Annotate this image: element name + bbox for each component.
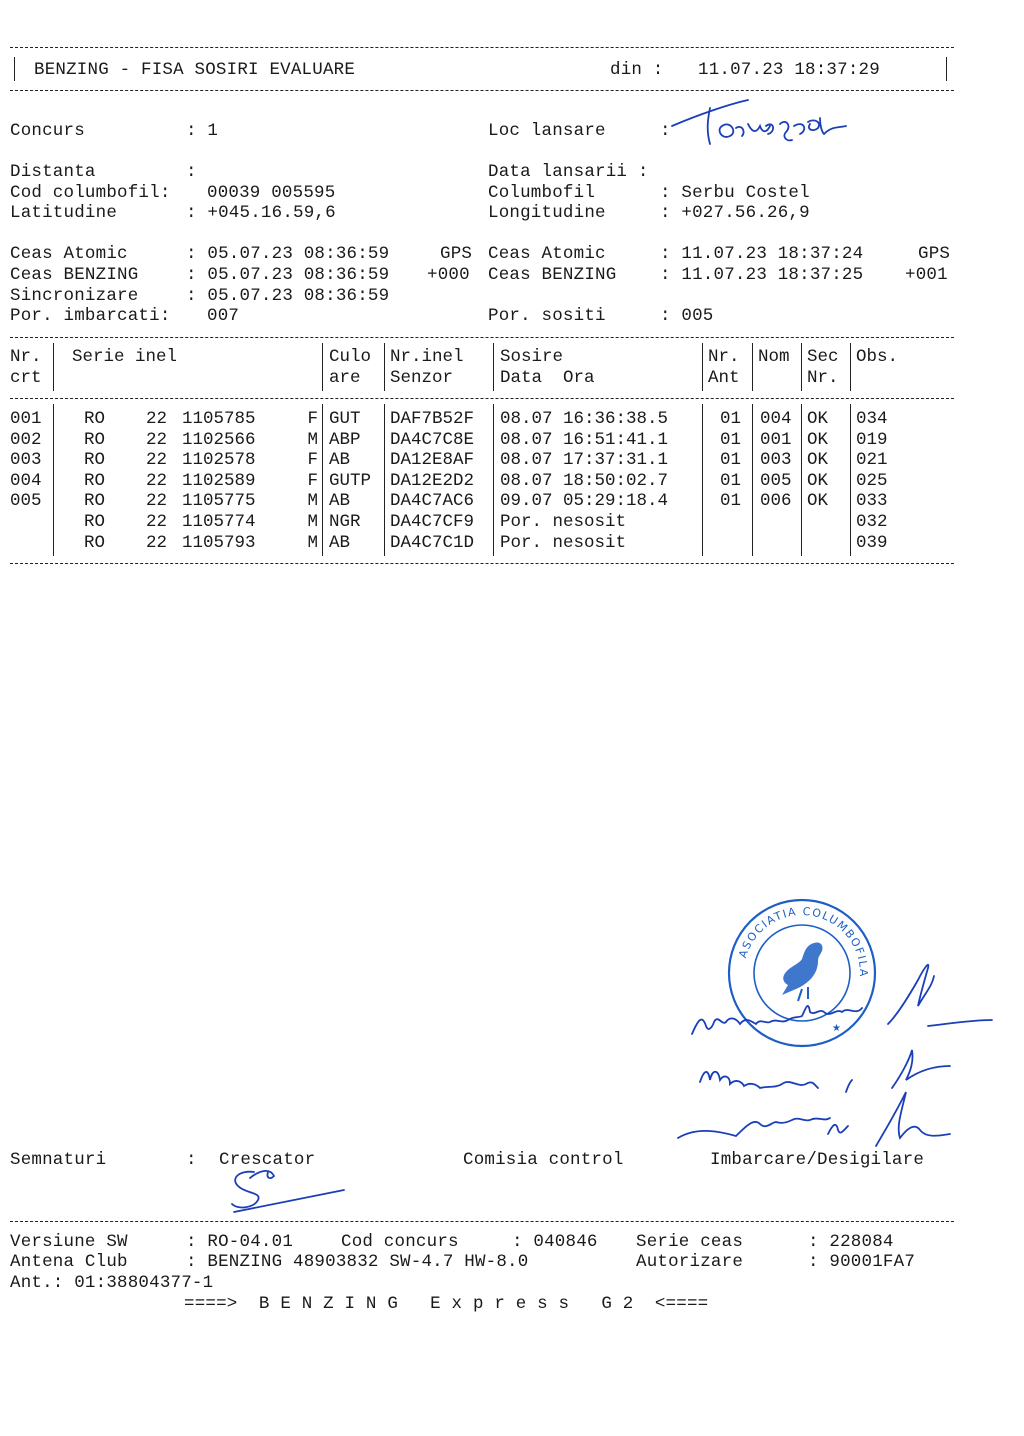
cell-sex: M (307, 512, 318, 532)
col-sep (850, 404, 851, 556)
cell-arrival: 08.07 16:36:38.5 (500, 409, 669, 429)
col-header-nrinel: Nr.inel (390, 347, 464, 367)
semnaturi-colon: : (186, 1150, 197, 1170)
col-sep (801, 343, 802, 391)
ceas-atomic-start-value: : 05.07.23 08:36:59 (186, 244, 390, 264)
col-header-sec: Sec (807, 347, 839, 367)
ceas-atomic-start-suffix: GPS (440, 244, 473, 264)
table-header-rule (10, 398, 954, 399)
cell-arrival: Por. nesosit (500, 512, 627, 532)
concurs-value: : 1 (186, 121, 219, 141)
report-date-label: din : (610, 60, 664, 80)
loc-lansare-label: Loc lansare (488, 121, 606, 141)
longitudine-label: Longitudine (488, 203, 606, 223)
ceas-benzing-start-suffix: +000 (427, 265, 470, 285)
col-header-ant-sub: Ant (708, 368, 740, 388)
ceas-benzing-end-label: Ceas BENZING (488, 265, 617, 285)
ceas-benzing-end-value: : 11.07.23 18:37:25 (660, 265, 864, 285)
cell-sec: OK (807, 409, 829, 429)
col-sep (702, 404, 703, 556)
col-header-sec-sub: Nr. (807, 368, 839, 388)
cod-concurs-label: Cod concurs (341, 1232, 459, 1252)
serie-ceas-label: Serie ceas (636, 1232, 744, 1252)
data-lansarii-label: Data lansarii : (488, 162, 649, 182)
col-sep (752, 404, 753, 556)
cell-sec: OK (807, 429, 829, 450)
cell-ring-number: 1105775 (182, 491, 256, 512)
distanta-value: : (186, 162, 197, 182)
ceas-benzing-start-value: : 05.07.23 08:36:59 (186, 265, 390, 285)
cell-country: RO (84, 491, 106, 512)
committee-signature-1 (688, 938, 998, 1048)
cell-arrival: Por. nesosit (500, 532, 627, 553)
cell-sex: F (307, 409, 318, 429)
autorizare-value: : 90001FA7 (808, 1252, 916, 1272)
svg-text:★: ★ (832, 1023, 841, 1034)
cell-sex: M (307, 491, 318, 512)
versiune-sw-value: : RO-04.01 (186, 1232, 294, 1252)
cell-nr: 001 (10, 409, 42, 429)
cell-color: AB (329, 450, 351, 471)
cell-antenna: 01 (720, 491, 742, 512)
cell-country: RO (84, 512, 106, 532)
cell-country: RO (84, 429, 106, 450)
stamp-ring-text: ASOCIATIA COLUMBOFILA (736, 904, 871, 979)
col-header-nrinel-sub: Senzor (390, 368, 454, 388)
cell-country: RO (84, 450, 106, 471)
cell-nom: 003 (760, 450, 792, 471)
cell-antenna: 01 (720, 429, 742, 450)
cell-color: NGR (329, 512, 361, 532)
distanta-label: Distanta (10, 162, 96, 182)
por-imbarcati-label: Por. imbarcati: (10, 306, 171, 326)
header-bottom-rule (10, 90, 954, 91)
cell-obs: 034 (856, 409, 888, 429)
por-sositi-value: : 005 (660, 306, 714, 326)
cell-obs: 032 (856, 512, 888, 532)
report-title: BENZING - FISA SOSIRI EVALUARE (34, 60, 356, 80)
cell-ring-number: 1102578 (182, 450, 256, 471)
antenna-id: Ant.: 01:38804377-1 (10, 1273, 214, 1293)
cell-ring-number: 1105774 (182, 512, 256, 532)
cell-nr: 005 (10, 491, 42, 512)
cell-nom: 004 (760, 409, 792, 429)
crescator-signature (220, 1160, 350, 1224)
cell-sec: OK (807, 450, 829, 471)
ceas-atomic-end-suffix: GPS (918, 244, 951, 264)
col-header-nom: Nom (758, 347, 790, 367)
imbarcare-desigilare-label: Imbarcare/Desigilare (710, 1150, 925, 1170)
antena-club-label: Antena Club (10, 1252, 128, 1272)
header-left-border (14, 57, 15, 81)
col-header-sosire-sub: Data Ora (500, 368, 595, 388)
col-sep (53, 404, 54, 556)
cell-sex: F (307, 450, 318, 471)
report-date-value: 11.07.23 18:37:29 (698, 60, 880, 80)
cell-year: 22 (146, 512, 168, 532)
cell-antenna: 01 (720, 409, 742, 429)
cell-antenna: 01 (720, 450, 742, 471)
comisia-control-label: Comisia control (463, 1150, 624, 1170)
cell-nom: 005 (760, 470, 792, 491)
cell-year: 22 (146, 470, 168, 491)
cell-nom: 006 (760, 491, 792, 512)
table-top-rule (10, 337, 954, 338)
longitudine-value: : +027.56.26,9 (660, 203, 810, 223)
cell-obs: 033 (856, 491, 888, 512)
cell-sec: OK (807, 470, 829, 491)
ceas-atomic-end-value: : 11.07.23 18:37:24 (660, 244, 864, 264)
columbofil-value: : Serbu Costel (660, 183, 810, 203)
col-header-nr-sub: crt (10, 368, 42, 388)
cell-country: RO (84, 470, 106, 491)
cell-year: 22 (146, 409, 168, 429)
col-sep (384, 404, 385, 556)
latitudine-value: : +045.16.59,6 (186, 203, 336, 223)
cell-arrival: 08.07 18:50:02.7 (500, 470, 669, 491)
cell-obs: 019 (856, 429, 888, 450)
col-sep (384, 343, 385, 391)
cell-color: ABP (329, 429, 361, 450)
cell-color: GUT (329, 409, 361, 429)
col-sep (702, 343, 703, 391)
col-sep (322, 404, 323, 556)
cod-columbofil-label: Cod columbofil: (10, 183, 171, 203)
col-header-sosire: Sosire (500, 347, 564, 367)
autorizare-label: Autorizare (636, 1252, 744, 1272)
latitudine-label: Latitudine (10, 203, 118, 223)
loc-lansare-handwriting (670, 96, 850, 156)
cell-arrival: 08.07 16:51:41.1 (500, 429, 669, 450)
cod-concurs-value: : 040846 (512, 1232, 598, 1252)
col-header-obs: Obs. (856, 347, 899, 367)
cell-sensor: DA12E2D2 (390, 470, 475, 491)
cell-color: GUTP (329, 470, 372, 491)
ceas-benzing-start-label: Ceas BENZING (10, 265, 139, 285)
cell-sec: OK (807, 491, 829, 512)
col-sep (752, 343, 753, 391)
concurs-label: Concurs (10, 121, 85, 141)
col-header-culoare: Culo (329, 347, 372, 367)
por-imbarcati-value: 007 (207, 306, 240, 326)
footer-top-rule (10, 1221, 954, 1222)
cell-sensor: DA4C7C8E (390, 429, 475, 450)
cell-year: 22 (146, 429, 168, 450)
cell-sensor: DA4C7AC6 (390, 491, 475, 512)
crescator-label: Crescator (219, 1150, 316, 1170)
cell-year: 22 (146, 491, 168, 512)
cell-arrival: 09.07 05:29:18.4 (500, 491, 669, 512)
col-header-ant: Nr. (708, 347, 740, 367)
cell-sensor: DAF7B52F (390, 409, 475, 429)
cell-arrival: 08.07 17:37:31.1 (500, 450, 669, 471)
antena-club-value: : BENZING 48903832 SW-4.7 HW-8.0 (186, 1252, 529, 1272)
committee-signature-3 (672, 1076, 962, 1156)
col-sep (801, 404, 802, 556)
cell-nr: 003 (10, 450, 42, 471)
cell-sensor: DA4C7C1D (390, 532, 475, 553)
serie-ceas-value: : 228084 (808, 1232, 894, 1252)
cell-year: 22 (146, 532, 168, 553)
cell-ring-number: 1102566 (182, 429, 256, 450)
col-header-serie: Serie inel (72, 347, 178, 367)
cell-nr: 002 (10, 429, 42, 450)
cell-obs: 039 (856, 532, 888, 553)
cell-sex: F (307, 470, 318, 491)
table-bottom-rule (10, 563, 954, 564)
cell-nom: 001 (760, 429, 792, 450)
loc-lansare-colon: : (660, 121, 671, 141)
cell-sensor: DA12E8AF (390, 450, 475, 471)
col-sep (493, 404, 494, 556)
cell-ring-number: 1105785 (182, 409, 256, 429)
cell-sex: M (307, 532, 318, 553)
col-header-culoare-sub: are (329, 368, 361, 388)
columbofil-label: Columbofil (488, 183, 596, 203)
cell-antenna: 01 (720, 470, 742, 491)
sincronizare-value: : 05.07.23 08:36:59 (186, 286, 390, 306)
cell-country: RO (84, 532, 106, 553)
col-sep (322, 343, 323, 391)
col-header-nr: Nr. (10, 347, 42, 367)
cell-ring-number: 1102589 (182, 470, 256, 491)
ceas-benzing-end-suffix: +001 (905, 265, 948, 285)
cod-columbofil-value: 00039 005595 (207, 183, 336, 203)
sincronizare-label: Sincronizare (10, 286, 139, 306)
col-sep (850, 343, 851, 391)
col-sep (53, 343, 54, 391)
cell-ring-number: 1105793 (182, 532, 256, 553)
por-sositi-label: Por. sositi (488, 306, 606, 326)
cell-country: RO (84, 409, 106, 429)
cell-nr: 004 (10, 470, 42, 491)
header-top-rule (10, 47, 954, 48)
col-sep (493, 343, 494, 391)
device-banner: ====> B E N Z I N G E x p r e s s G 2 <==== (184, 1294, 709, 1314)
cell-sex: M (307, 429, 318, 450)
cell-obs: 021 (856, 450, 888, 471)
cell-color: AB (329, 491, 351, 512)
cell-year: 22 (146, 450, 168, 471)
cell-obs: 025 (856, 470, 888, 491)
ceas-atomic-start-label: Ceas Atomic (10, 244, 128, 264)
header-right-border (946, 57, 947, 81)
semnaturi-label: Semnaturi (10, 1150, 107, 1170)
versiune-sw-label: Versiune SW (10, 1232, 128, 1252)
cell-color: AB (329, 532, 351, 553)
cell-sensor: DA4C7CF9 (390, 512, 475, 532)
ceas-atomic-end-label: Ceas Atomic (488, 244, 606, 264)
